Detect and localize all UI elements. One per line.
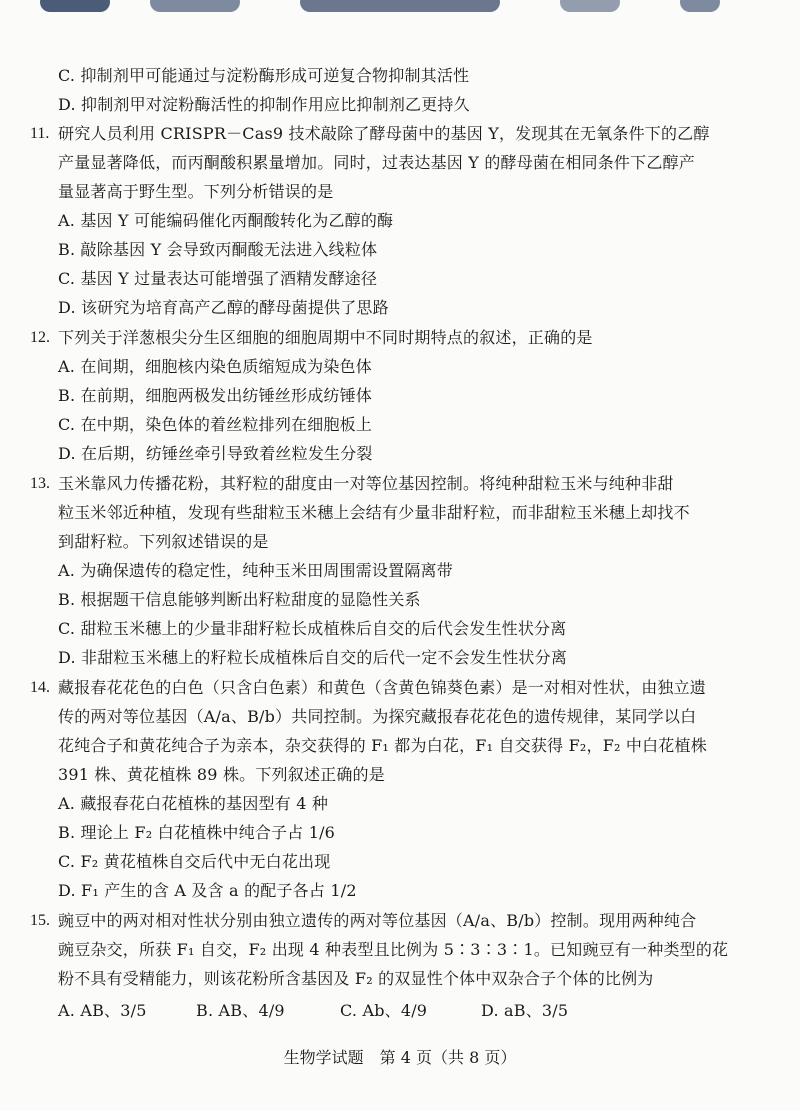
- q11-option-b: B. 敲除基因 Y 会导致丙酮酸无法进入线粒体: [58, 240, 378, 259]
- q14-option-d: D. F₁ 产生的含 A 及含 a 的配子各占 1/2: [58, 881, 357, 900]
- q14-number: 14.: [30, 679, 50, 696]
- q13-option-d: D. 非甜粒玉米穗上的籽粒长成植株后自交的后代一定不会发生性状分离: [58, 648, 568, 667]
- q12-option-a: A. 在间期，细胞核内染色质缩短成为染色体: [58, 357, 372, 376]
- q15-option-c: C. Ab、4/9: [340, 1001, 428, 1020]
- q13-number: 13.: [30, 475, 50, 492]
- q13-stem-line-2: 粒玉米邻近种植，发现有些甜粒玉米穗上会结有少量非甜籽粒，而非甜粒玉米穗上却找不: [58, 503, 690, 522]
- q15-option-b: B. AB、4/9: [196, 1001, 285, 1020]
- q14-option-a: A. 藏报春花白花植株的基因型有 4 种: [58, 794, 329, 813]
- q11-stem-line-2: 产量显著降低，而丙酮酸积累量增加。同时，过表达基因 Y 的酵母菌在相同条件下乙醇产: [58, 153, 695, 172]
- q14-stem-line-1: 藏报春花花色的白色（只含白色素）和黄色（含黄色锦葵色素）是一对相对性状，由独立遗: [58, 678, 707, 697]
- q11-option-a: A. 基因 Y 可能编码催化丙酮酸转化为乙醇的酶: [58, 211, 394, 230]
- q15-stem-line-2: 豌豆杂交，所获 F₁ 自交，F₂ 出现 4 种表型且比例为 5∶3∶3∶1。已知豌豆有一种类型的花: [58, 940, 729, 959]
- page-footer: 生物学试题 第 4 页（共 8 页）: [283, 1048, 517, 1067]
- q13-option-a: A. 为确保遗传的稳定性，纯种玉米田周围需设置隔离带: [58, 561, 453, 580]
- q15-option-d: D. aB、3/5: [481, 1001, 569, 1020]
- q13-stem-line-3: 到甜籽粒。下列叙述错误的是: [58, 532, 269, 551]
- q10-option-c: C. 抑制剂甲可能通过与淀粉酶形成可逆复合物抑制其活性: [58, 66, 470, 85]
- q14-option-c: C. F₂ 黄花植株自交后代中无白花出现: [58, 852, 331, 871]
- q14-stem-line-4: 391 株、黄花植株 89 株。下列叙述正确的是: [58, 765, 385, 784]
- q15-stem-line-3: 粉不具有受精能力，则该花粉所含基因及 F₂ 的双显性个体中双杂合子个体的比例为: [58, 969, 654, 988]
- q14-stem-line-3: 花纯合子和黄花纯合子为亲本，杂交获得的 F₁ 都为白花，F₁ 自交获得 F₂，F₂ 中白花植株: [58, 736, 707, 755]
- q11-stem-line-3: 量显著高于野生型。下列分析错误的是: [58, 182, 334, 201]
- q11-option-d: D. 该研究为培育高产乙醇的酵母菌提供了思路: [58, 298, 389, 317]
- q13-stem-line-1: 玉米靠风力传播花粉，其籽粒的甜度由一对等位基因控制。将纯种甜粒玉米与纯种非甜: [58, 474, 674, 493]
- q11-option-c: C. 基因 Y 过量表达可能增强了酒精发酵途径: [58, 269, 378, 288]
- q11-stem-line-1: 研究人员利用 CRISPR－Cas9 技术敲除了酵母菌中的基因 Y，发现其在无氧条件下的乙醇: [58, 124, 710, 143]
- q12-option-b: B. 在前期，细胞两极发出纺锤丝形成纺锤体: [58, 386, 373, 405]
- q15-number: 15.: [30, 912, 50, 929]
- q15-stem-line-1: 豌豆中的两对相对性状分别由独立遗传的两对等位基因（A/a、B/b）控制。现用两种纯合: [58, 911, 697, 930]
- scan-top-edge: [0, 0, 800, 16]
- q12-number: 12.: [30, 329, 50, 346]
- q11-number: 11.: [30, 125, 50, 142]
- q12-option-c: C. 在中期，染色体的着丝粒排列在细胞板上: [58, 415, 373, 434]
- q14-option-b: B. 理论上 F₂ 白花植株中纯合子占 1/6: [58, 823, 336, 842]
- q12-option-d: D. 在后期，纺锤丝牵引导致着丝粒发生分裂: [58, 444, 373, 463]
- q12-stem-line-1: 下列关于洋葱根尖分生区细胞的细胞周期中不同时期特点的叙述，正确的是: [58, 328, 593, 347]
- q13-option-b: B. 根据题干信息能够判断出籽粒甜度的显隐性关系: [58, 590, 421, 609]
- q13-option-c: C. 甜粒玉米穗上的少量非甜籽粒长成植株后自交的后代会发生性状分离: [58, 619, 567, 638]
- q10-option-d: D. 抑制剂甲对淀粉酶活性的抑制作用应比抑制剂乙更持久: [58, 95, 470, 114]
- q15-option-a: A. AB、3/5: [58, 1001, 147, 1020]
- q14-stem-line-2: 传的两对等位基因（A/a、B/b）共同控制。为探究藏报春花花色的遗传规律，某同学以白: [58, 707, 697, 726]
